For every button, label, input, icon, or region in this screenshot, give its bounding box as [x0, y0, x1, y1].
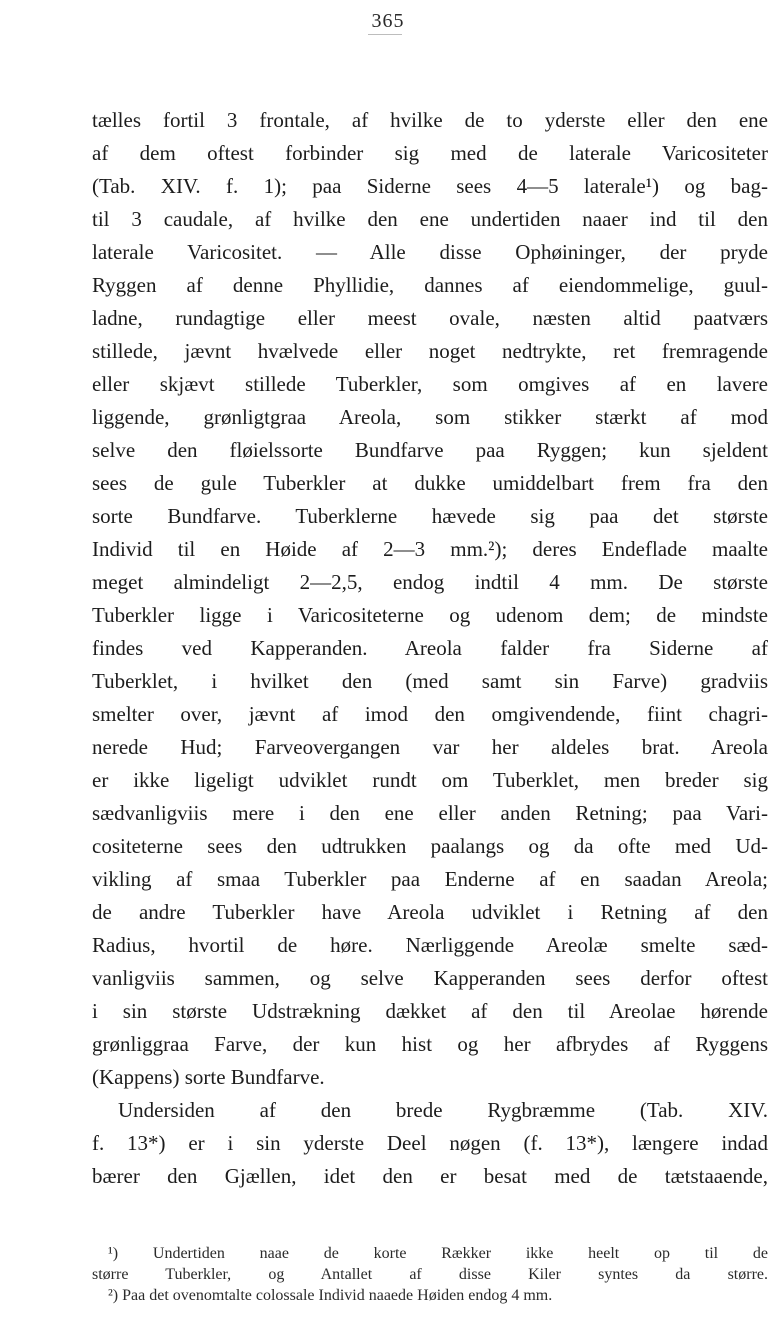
text-line: sees de gule Tuberkler at dukke umiddelbart frem fra den: [92, 471, 768, 495]
footnote-line: ²) Paa det ovenomtalte colossale Individ naaede Høiden endog 4 mm.: [108, 1287, 553, 1304]
text-line: eller skjævt stillede Tuberkler, som omgives af en lavere: [92, 372, 768, 396]
text-line: vanligviis sammen, og selve Kapperanden sees derfor oftest: [92, 966, 768, 990]
text-line: Tuberklet, i hvilket den (med samt sin Farve) gradviis: [92, 669, 768, 693]
text-line: i sin største Udstrækning dækket af den til Areolae hørende: [92, 999, 768, 1023]
page-number-rule: [368, 34, 402, 35]
text-line: sædvanligviis mere i den ene eller anden Retning; paa Vari-: [92, 801, 768, 825]
text-line: nerede Hud; Farveovergangen var her aldeles brat. Areola: [92, 735, 768, 759]
text-line: Undersiden af den brede Rygbræmme (Tab. XIV.: [118, 1098, 768, 1122]
text-line: (Tab. XIV. f. 1); paa Siderne sees 4—5 laterale¹) og bag-: [92, 174, 768, 198]
text-line: bærer den Gjællen, idet den er besat med de tætstaaende,: [92, 1164, 768, 1188]
text-line: Individ til en Høide af 2—3 mm.²); deres Endeflade maalte: [92, 537, 768, 561]
footnotes: [92, 1243, 768, 1306]
text-line: f. 13*) er i sin yderste Deel nøgen (f. 13*), længere indad: [92, 1131, 768, 1155]
text-line: af dem oftest forbinder sig med de laterale Varicositeter: [92, 141, 768, 165]
footnote-line: ¹) Undertiden naae de korte Rækker ikke heelt op til de: [108, 1245, 768, 1262]
text-line: liggende, grønligtgraa Areola, som stikker stærkt af mod: [92, 405, 768, 429]
text-line: selve den fløielssorte Bundfarve paa Ryggen; kun sjeldent: [92, 438, 768, 462]
text-line: Ryggen af denne Phyllidie, dannes af eiendommelige, guul-: [92, 273, 768, 297]
text-line: (Kappens) sorte Bundfarve.: [92, 1065, 325, 1089]
text-line: Tuberkler ligge i Varicositeterne og udenom dem; de mindste: [92, 603, 768, 627]
footnote-line: større Tuberkler, og Antallet af disse Kiler syntes da større.: [92, 1266, 768, 1283]
text-line: meget almindeligt 2—2,5, endog indtil 4 mm. De største: [92, 570, 768, 594]
text-line: ladne, rundagtige eller meest ovale, næsten altid paatværs: [92, 306, 768, 330]
text-line: tælles fortil 3 frontale, af hvilke de to yderste eller den ene: [92, 108, 768, 132]
text-line: de andre Tuberkler have Areola udviklet i Retning af den: [92, 900, 768, 924]
text-line: cositeterne sees den udtrukken paalangs og da ofte med Ud-: [92, 834, 768, 858]
text-line: stillede, jævnt hvælvede eller noget nedtrykte, ret fremragende: [92, 339, 768, 363]
text-line: laterale Varicositet. — Alle disse Ophøininger, der pryde: [92, 240, 768, 264]
text-line: findes ved Kapperanden. Areola falder fra Siderne af: [92, 636, 768, 660]
text-line: vikling af smaa Tuberkler paa Enderne af en saadan Areola;: [92, 867, 768, 891]
text-line: smelter over, jævnt af imod den omgivendende, fiint chagri-: [92, 702, 768, 726]
text-line: grønliggraa Farve, der kun hist og her afbrydes af Ryggens: [92, 1032, 768, 1056]
text-line: Radius, hvortil de høre. Nærliggende Areolæ smelte sæd-: [92, 933, 768, 957]
text-line: er ikke ligeligt udviklet rundt om Tuberklet, men breder sig: [92, 768, 768, 792]
page-number: 365: [371, 10, 405, 32]
body-text: [92, 104, 768, 1193]
text-line: til 3 caudale, af hvilke den ene undertiden naaer ind til den: [92, 207, 768, 231]
text-line: sorte Bundfarve. Tuberklerne hævede sig paa det største: [92, 504, 768, 528]
